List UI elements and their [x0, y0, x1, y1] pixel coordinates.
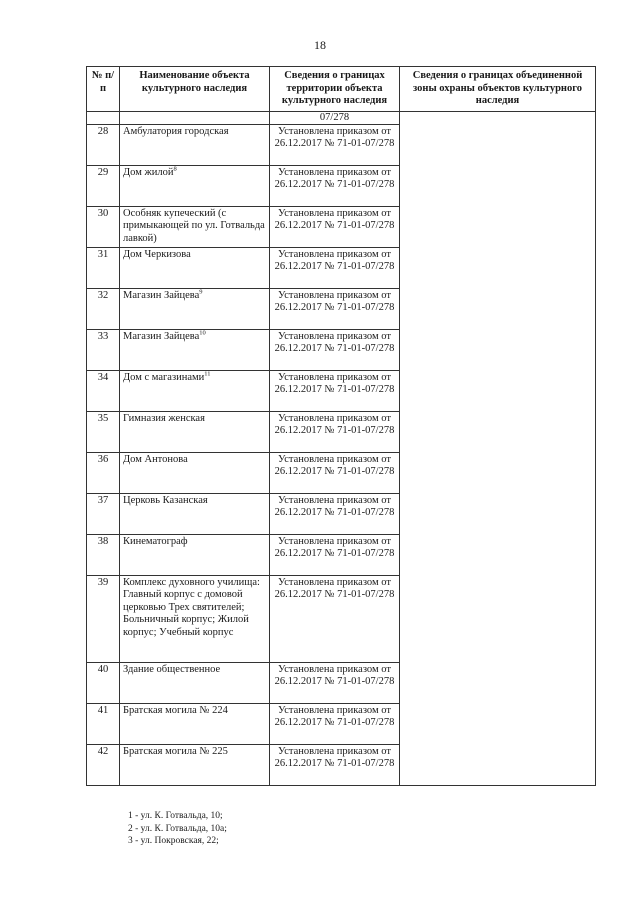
cell-territory: Установлена приказом от 26.12.2017 № 71-01-07/278: [270, 662, 400, 703]
cell-num: 30: [87, 206, 120, 247]
cell-territory: Установлена приказом от 26.12.2017 № 71-01-07/278: [270, 493, 400, 534]
cell-name-text: Особняк купеческий (с примыкающей по ул. Готвальда лавкой): [123, 207, 265, 244]
cell-name-text: Дом Антонова: [123, 453, 188, 465]
cell-name: [120, 534, 270, 575]
cell-num: 29: [87, 165, 120, 206]
cell-num: 37: [87, 493, 120, 534]
footnotes: [128, 810, 227, 848]
cell-num: 40: [87, 662, 120, 703]
cell-name: [120, 411, 270, 452]
cell-name-text: Кинематограф: [123, 535, 188, 547]
cell-num: 36: [87, 452, 120, 493]
cell-name: [120, 452, 270, 493]
cell-num: 41: [87, 703, 120, 744]
cell-num: 35: [87, 411, 120, 452]
cell-name-text: Дом Черкизова: [123, 248, 191, 260]
cell-num: 39: [87, 575, 120, 662]
cell-territory: Установлена приказом от 26.12.2017 № 71-01-07/278: [270, 165, 400, 206]
footnote-marker: 8: [173, 165, 177, 172]
cell-num: 33: [87, 329, 120, 370]
cell-name-text: Братская могила № 225: [123, 745, 228, 757]
table-header-row: [87, 67, 596, 112]
cell-territory: Установлена приказом от 26.12.2017 № 71-01-07/278: [270, 534, 400, 575]
page-number: 18: [314, 38, 326, 52]
header-name: Наименование объекта культурного наследия: [120, 67, 270, 112]
footnote-1: 1 - ул. К. Готвальда, 10;: [128, 811, 223, 821]
cell-territory: Установлена приказом от 26.12.2017 № 71-01-07/278: [270, 452, 400, 493]
cell-name: [120, 165, 270, 206]
cell-zone-merged: [400, 111, 596, 785]
cell-name-text: Дом с магазинами: [123, 371, 205, 383]
cell-territory: Установлена приказом от 26.12.2017 № 71-01-07/278: [270, 247, 400, 288]
cell-name: [120, 493, 270, 534]
cell-territory: Установлена приказом от 26.12.2017 № 71-01-07/278: [270, 370, 400, 411]
continuation-row: [87, 111, 596, 124]
cell-name-text: Братская могила № 224: [123, 704, 228, 716]
heritage-table: [86, 66, 596, 786]
cell-territory: Установлена приказом от 26.12.2017 № 71-01-07/278: [270, 124, 400, 165]
cell-num: 31: [87, 247, 120, 288]
header-zone: Сведения о границах объединенной зоны охраны объектов культурного наследия: [400, 67, 596, 112]
cell-territory: 07/278: [270, 111, 400, 124]
cell-name-text: Гимназия женская: [123, 412, 205, 424]
cell-territory: Установлена приказом от 26.12.2017 № 71-01-07/278: [270, 206, 400, 247]
footnote-marker: 9: [199, 288, 203, 295]
cell-name-text: Дом жилой: [123, 166, 174, 178]
cell-territory: Установлена приказом от 26.12.2017 № 71-01-07/278: [270, 744, 400, 785]
cell-name: [120, 288, 270, 329]
cell-name-text: Магазин Зайцева: [123, 330, 200, 342]
cell-name: [120, 111, 270, 124]
cell-name: [120, 575, 270, 662]
cell-num: [87, 111, 120, 124]
cell-territory: Установлена приказом от 26.12.2017 № 71-01-07/278: [270, 575, 400, 662]
cell-name-text: Комплекс духовного училища: Главный корпус с домовой церковью Трех святителей; Больничный корпус; Жилой корпус; Учебный корпус: [123, 576, 260, 638]
cell-num: 38: [87, 534, 120, 575]
cell-name-text: Церковь Казанская: [123, 494, 208, 506]
footnote-marker: 11: [204, 370, 211, 377]
cell-name: [120, 662, 270, 703]
header-num: № п/п: [87, 67, 120, 112]
header-territory: Сведения о границах территории объекта культурного наследия: [270, 67, 400, 112]
footnote-marker: 10: [199, 329, 206, 336]
cell-num: 42: [87, 744, 120, 785]
cell-num: 28: [87, 124, 120, 165]
footnote-3: 3 - ул. Покровская, 22;: [128, 836, 219, 846]
cell-territory: Установлена приказом от 26.12.2017 № 71-01-07/278: [270, 329, 400, 370]
cell-territory: Установлена приказом от 26.12.2017 № 71-01-07/278: [270, 411, 400, 452]
cell-name: [120, 744, 270, 785]
cell-name: [120, 370, 270, 411]
cell-name: [120, 703, 270, 744]
cell-name: [120, 124, 270, 165]
cell-num: 34: [87, 370, 120, 411]
cell-num: 32: [87, 288, 120, 329]
cell-name: [120, 247, 270, 288]
cell-territory: Установлена приказом от 26.12.2017 № 71-01-07/278: [270, 703, 400, 744]
cell-territory: Установлена приказом от 26.12.2017 № 71-01-07/278: [270, 288, 400, 329]
cell-name: [120, 206, 270, 247]
footnote-2: 2 - ул. К. Готвальда, 10а;: [128, 823, 227, 834]
cell-name-text: Амбулатория городская: [123, 125, 229, 137]
cell-name-text: Магазин Зайцева: [123, 289, 200, 301]
cell-name-text: Здание общественное: [123, 663, 221, 675]
cell-name: [120, 329, 270, 370]
